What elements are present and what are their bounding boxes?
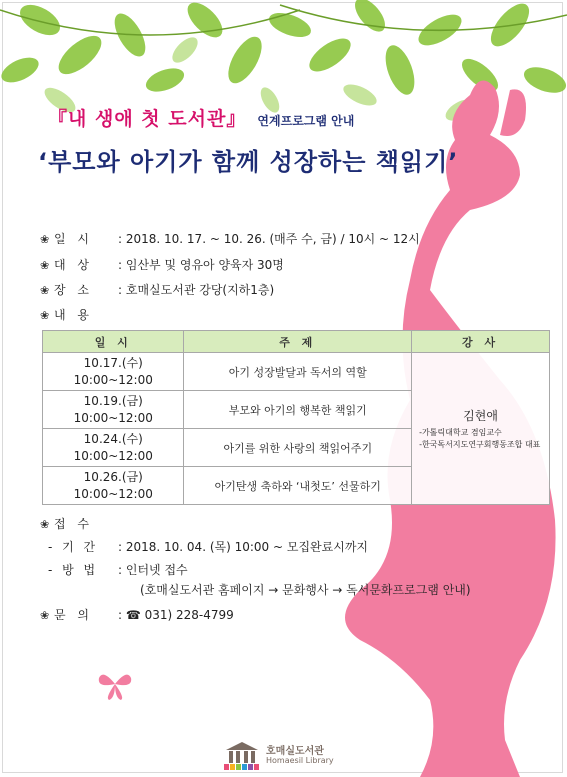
- contact-label: 문 의: [54, 608, 93, 622]
- title-line: [48, 104, 528, 134]
- lecturer-name: 김현애: [463, 408, 498, 423]
- info-row-place: [40, 281, 274, 298]
- session-time: 10:00~12:00: [73, 410, 153, 425]
- title-suffix: 연계프로그램 안내: [257, 114, 355, 128]
- table-header-row: [43, 331, 550, 353]
- period-value: : 2018. 10. 04. (목) 10:00 ~ 모집완료시까지: [118, 540, 369, 554]
- info-label: 장 소: [54, 283, 93, 297]
- column-header-lecturer: 강 사: [412, 331, 550, 353]
- butterfly-icon: [95, 664, 135, 704]
- session-topic: 아기탄생 축하와 ‘내첫도’ 선물하기: [184, 467, 412, 505]
- info-label: 대 상: [54, 258, 93, 272]
- flower-bullet-icon: ❀: [40, 309, 50, 322]
- contact-value: : ☎ 031) 228-4799: [118, 608, 234, 622]
- flower-bullet-icon: ❀: [40, 609, 50, 622]
- lecturer-note: -한국독서지도연구회행동조합 대표: [419, 439, 541, 449]
- library-logo: [222, 740, 362, 772]
- session-time: 10:00~12:00: [73, 372, 153, 387]
- table-row: [43, 353, 550, 391]
- session-date: 10.19.(금): [83, 393, 143, 408]
- info-label: 내 용: [54, 308, 93, 322]
- info-value: : 임산부 및 영유아 양육자 30명: [118, 258, 284, 272]
- info-row-target: [40, 256, 284, 273]
- library-name: 호매실도서관: [266, 746, 324, 757]
- flower-bullet-icon: ❀: [40, 284, 50, 297]
- reception-heading: [40, 515, 118, 532]
- library-name-english: Homaesil Library: [266, 756, 334, 765]
- contact-row: [40, 606, 234, 623]
- session-datetime: [43, 467, 184, 505]
- flower-bullet-icon: ❀: [40, 518, 50, 531]
- library-building-icon: [222, 740, 262, 770]
- info-label: 일 시: [54, 232, 93, 246]
- flower-bullet-icon: ❀: [40, 233, 50, 246]
- lecturer-cell: [412, 353, 550, 505]
- reception-period: [48, 538, 368, 555]
- session-datetime: [43, 391, 184, 429]
- info-row-datetime: [40, 230, 420, 247]
- method-value: : 인터넷 접수: [118, 563, 188, 577]
- session-topic: 아기를 위한 사랑의 책읽어주기: [184, 429, 412, 467]
- session-topic: 아기 성장발달과 독서의 역할: [184, 353, 412, 391]
- column-header-topic: 주 제: [184, 331, 412, 353]
- session-date: 10.26.(금): [83, 469, 143, 484]
- info-value: : 호매실도서관 강당(지하1층): [118, 283, 275, 297]
- reception-method: [48, 561, 188, 578]
- flower-bullet-icon: ❀: [40, 259, 50, 272]
- reception-label: 접 수: [54, 517, 93, 531]
- session-datetime: [43, 429, 184, 467]
- info-value: : 2018. 10. 17. ~ 10. 26. (매주 수, 금) / 10시 ~ 12시: [118, 232, 420, 246]
- session-topic: 부모와 아기의 행복한 책읽기: [184, 391, 412, 429]
- lecturer-note: -가톨릭대학교 겸임교수: [419, 427, 502, 437]
- period-label: - 기 간: [48, 540, 99, 554]
- subtitle: ‘부모와 아기가 함께 성장하는 책읽기’: [38, 148, 459, 176]
- schedule-table: [42, 330, 550, 505]
- session-datetime: [43, 353, 184, 391]
- method-label: - 방 법: [48, 563, 99, 577]
- session-time: 10:00~12:00: [73, 448, 153, 463]
- column-header-datetime: 일 시: [43, 331, 184, 353]
- info-row-content: [40, 306, 118, 323]
- session-time: 10:00~12:00: [73, 486, 153, 501]
- title-main: 『내 생애 첫 도서관』: [48, 108, 247, 130]
- session-date: 10.17.(수): [83, 355, 143, 370]
- reception-route: (호매실도서관 홈페이지 → 문화행사 → 독서문화프로그램 안내): [140, 583, 471, 597]
- session-date: 10.24.(수): [83, 431, 143, 446]
